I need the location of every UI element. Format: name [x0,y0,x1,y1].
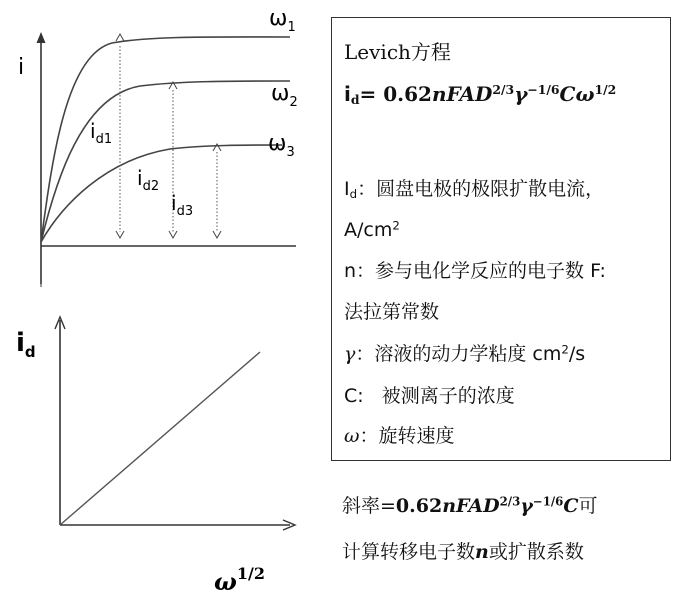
gamma-definition: γ：溶液的动力学粘度 $cm^2/s$ [344,342,586,365]
f-definition: 法拉第常数 [344,301,440,323]
marker-id3 [213,144,221,238]
curve-label-omega-2: $\omega_2$ [271,81,298,110]
levich-equation-box [331,17,671,461]
marker-label-id2: $i_{d2}$ [137,166,160,194]
top-y-label: i [18,55,25,80]
curve-omega-1 [41,37,290,242]
top-y-arrowhead [37,32,46,43]
curve-label-omega-3: $\omega_3$ [268,131,295,160]
marker-label-id1: $i_{d1}$ [90,119,113,147]
equation-lhs: $i_d$ [344,82,360,108]
calc-note: 计算转移电子数n或扩散系数 [342,541,584,563]
levich-equation: $i_d=$ $0.62nFAD^{2/3}\gamma^{-1/6}C\omega^{1/2}$ [344,82,617,108]
marker-label-id3: $i_{d3}$ [171,191,194,219]
c-definition: C: 被测离子的浓度 [344,385,515,407]
levich-plot-figure [0,300,320,597]
id-definition: $I_d$：圆盘电极的极限扩散电流， [344,178,605,201]
marker-id1 [116,34,124,238]
curve-omega-2 [41,81,290,242]
id-unit: $A/cm^2$ [344,218,400,241]
current-curves-figure [0,0,320,300]
slope-note: 斜率$=0.62nFAD^{2/3}\gamma^{-1/6}C$可 [342,494,598,517]
levich-line [60,352,260,525]
n-definition: n：参与电化学反应的电子数 F: [344,260,606,282]
bottom-x-label: $\omega^{1/2}$ [214,564,265,596]
curve-omega-3 [41,145,282,242]
curve-label-omega-1: $\omega_1$ [269,6,296,35]
bottom-y-label: $i_d$ [16,328,36,361]
levich-title: Levich方程 [344,40,451,64]
omega-definition: ω：旋转速度 [344,425,455,447]
